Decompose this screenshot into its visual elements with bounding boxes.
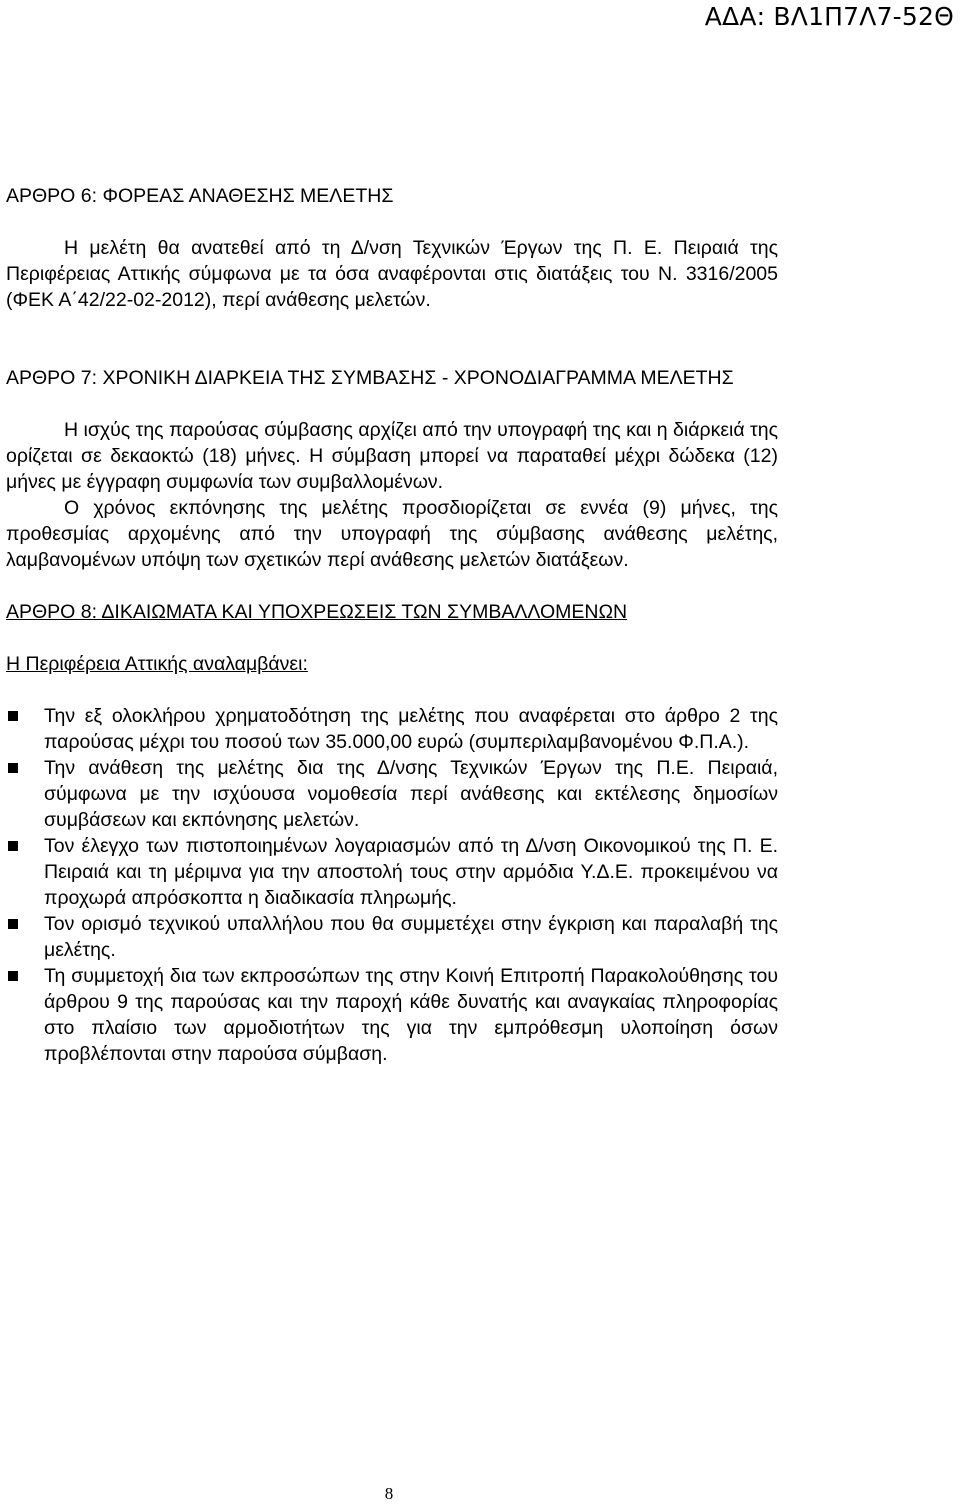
article-8-subtitle: Η Περιφέρεια Αττικής αναλαμβάνει: — [6, 653, 308, 675]
square-bullet-icon — [8, 841, 18, 851]
list-item — [6, 755, 778, 833]
article-6-title: ΑΡΘΡΟ 6: ΦΟΡΕΑΣ ΑΝΑΘΕΣΗΣ ΜΕΛΕΤΗΣ — [6, 185, 394, 207]
list-item-text: Την εξ ολοκλήρου χρηματοδότηση της μελέτης που αναφέρεται στο άρθρο 2 της παρούσας μέχρι του ποσού των 35.000,00 ευρώ (συμπεριλαμβανομένου Φ.Π.Α.). — [44, 705, 778, 753]
list-item-text: Τη συμμετοχή δια των εκπροσώπων της στην Κοινή Επιτροπή Παρακολούθησης του άρθρου 9 της παρούσας και την παροχή κάθε δυνατής και αναγκαίας πληροφορίας στο πλαίσιο των αρμοδιοτήτων της για την εμπρόθεσμη υλοποίηση όσων προβλέπονται στην παρούσα σύμβαση. — [44, 965, 778, 1065]
ada-code: ΑΔΑ: ΒΛ1Π7Λ7-52Θ — [704, 2, 954, 31]
obligations-list — [6, 703, 778, 1067]
spacer — [6, 391, 778, 417]
list-item-text: Τον ορισμό τεχνικού υπαλλήλου που θα συμμετέχει στην έγκριση και παραλαβή της μελέτης. — [44, 913, 778, 961]
spacer — [6, 677, 778, 703]
spacer — [6, 209, 778, 235]
spacer — [6, 313, 778, 365]
article-7-paragraph-1: Η ισχύς της παρούσας σύμβασης αρχίζει από την υπογραφή της και η διάρκειά της ορίζεται σε δεκαοκτώ (18) μήνες. Η σύμβαση μπορεί να παραταθεί μέχρι δώδεκα (12) μήνες με έγγραφη συμφωνία των συμβαλλομένων. — [6, 419, 778, 493]
square-bullet-icon — [8, 919, 18, 929]
article-7-title: ΑΡΘΡΟ 7: ΧΡΟΝΙΚΗ ΔΙΑΡΚΕΙΑ ΤΗΣ ΣΥΜΒΑΣΗΣ - ΧΡΟΝΟΔΙΑΓΡΑΜΜΑ ΜΕΛΕΤΗΣ — [6, 367, 734, 389]
list-item — [6, 833, 778, 911]
spacer — [6, 625, 778, 651]
list-item-text: Τον έλεγχο των πιστοποιημένων λογαριασμών από τη Δ/νση Οικονομικού της Π. Ε. Πειραιά και τη μέριμνα για την αποστολή τους στην αρμόδια Υ.Δ.Ε. προκειμένου να προχωρά απρόσκοπτα η διαδικασία πληρωμής. — [44, 835, 778, 909]
article-7-paragraph-2: Ο χρόνος εκπόνησης της μελέτης προσδιορίζεται σε εννέα (9) μήνες, της προθεσμίας αρχομένης από την υπογραφή της σύμβασης ανάθεσης μελέτης, λαμβανομένων υπόψη των σχετικών περί ανάθεσης μελετών διατάξεων. — [6, 497, 778, 571]
list-item — [6, 963, 778, 1067]
document-body — [6, 183, 778, 1067]
list-item — [6, 703, 778, 755]
list-item — [6, 911, 778, 963]
article-6-body: Η μελέτη θα ανατεθεί από τη Δ/νση Τεχνικών Έργων της Π. Ε. Πειραιά της Περιφέρειας Αττικής σύμφωνα με τα όσα αναφέρονται στις διατάξεις του Ν. 3316/2005 (ΦΕΚ Α΄42/22-02-2012), περί ανάθεσης μελετών. — [6, 237, 778, 311]
article-8-title: ΑΡΘΡΟ 8: ΔΙΚΑΙΩΜΑΤΑ ΚΑΙ ΥΠΟΧΡΕΩΣΕΙΣ ΤΩΝ ΣΥΜΒΑΛΛΟΜΕΝΩΝ — [6, 601, 628, 623]
square-bullet-icon — [8, 763, 18, 773]
spacer — [6, 573, 778, 599]
square-bullet-icon — [8, 971, 18, 981]
page-number: 8 — [384, 1484, 394, 1503]
square-bullet-icon — [8, 711, 18, 721]
list-item-text: Την ανάθεση της μελέτης δια της Δ/νσης Τεχνικών Έργων της Π.Ε. Πειραιά, σύμφωνα με την ισχύουσα νομοθεσία περί ανάθεσης και εκτέλεσης δημοσίων συμβάσεων και εκπόνησης μελετών. — [44, 757, 778, 831]
